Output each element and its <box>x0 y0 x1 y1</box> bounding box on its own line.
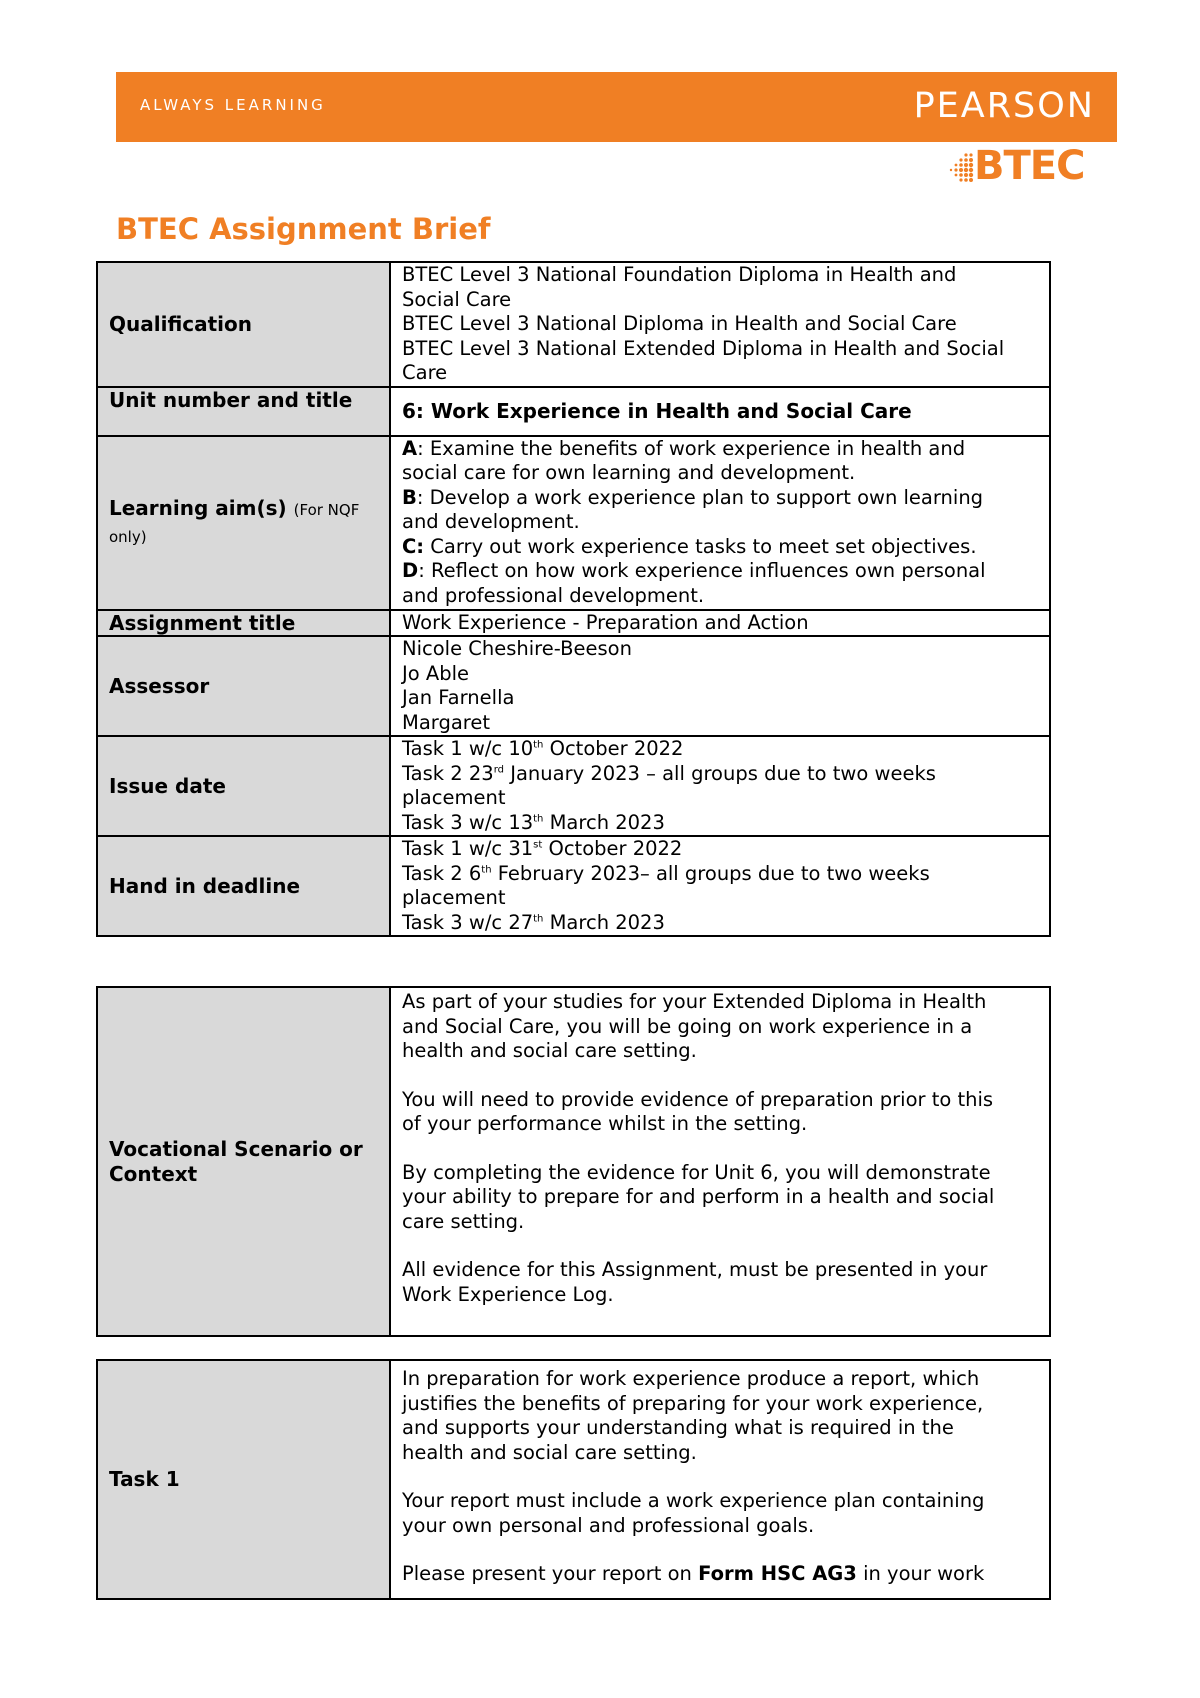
assessor-row <box>97 636 1050 736</box>
tagline: ALWAYS LEARNING <box>140 96 326 114</box>
task1-row <box>97 1360 1050 1599</box>
scenario-table <box>96 986 1051 1337</box>
issue-date-row <box>97 736 1050 836</box>
learning-aims-row <box>97 436 1050 610</box>
learning-aims-label: Learning aim(s) (For NQF only) <box>97 436 390 610</box>
assignment-title-row <box>97 610 1050 637</box>
assessor-value: Nicole Cheshire-Beeson Jo Able Jan Farnella Margaret <box>390 636 1050 736</box>
issue-date-label: Issue date <box>97 736 390 836</box>
assignment-title-value: Work Experience - Preparation and Action <box>390 610 1050 637</box>
btec-logo <box>946 143 1096 193</box>
pearson-logo: PEARSON <box>913 86 1095 126</box>
btec-dots-icon <box>946 152 974 184</box>
qualification-value: BTEC Level 3 National Foundation Diploma in Health and Social Care BTEC Level 3 National Diploma in Health and Social Care BTEC Level 3 National Extended Diploma in Health and Social Care <box>390 262 1050 387</box>
qualification-row <box>97 262 1050 387</box>
learning-aims-value: A: Examine the benefits of work experience in health and social care for own learning and development. B: Develop a work experience plan to support own learning and development. C: Carry out work experience tasks to meet set objectives. D: Reflect on how work experience influences own personal and professional development. <box>390 436 1050 610</box>
unit-value: 6: Work Experience in Health and Social Care <box>390 387 1050 436</box>
deadline-label: Hand in deadline <box>97 836 390 936</box>
deadline-value: Task 1 w/c 31st October 2022 Task 2 6th February 2023– all groups due to two weeks placement Task 3 w/c 27th March 2023 <box>390 836 1050 936</box>
aim-a: A: Examine the benefits of work experience in health and <box>402 436 966 460</box>
issue-date-value: Task 1 w/c 10th October 2022 Task 2 23rd January 2023 – all groups due to two weeks placement Task 3 w/c 13th March 2023 <box>390 736 1050 836</box>
task1-table <box>96 1359 1051 1600</box>
task1-value: In preparation for work experience produce a report, which justifies the benefits of preparing for your work experience, and supports your understanding what is required in the health and social care setting. Your report must include a work experience plan containing your own personal and professional goals. Please present your report on Form HSC AG3 in your work <box>390 1360 1050 1599</box>
qualification-label: Qualification <box>97 262 390 387</box>
header-banner <box>116 72 1117 142</box>
task1-label: Task 1 <box>97 1360 390 1599</box>
aim-b: B: Develop a work experience plan to support own learning <box>402 485 984 509</box>
aim-c: C: Carry out work experience tasks to meet set objectives. <box>402 534 977 558</box>
scenario-value: As part of your studies for your Extended Diploma in Health and Social Care, you will be going on work experience in a health and social care setting. You will need to provide evidence of preparation prior to this of your performance whilst in the setting. By completing the evidence for Unit 6, you will demonstrate your ability to prepare for and perform in a health and social care setting. All evidence for this Assignment, must be presented in your Work Experience Log. <box>390 987 1050 1336</box>
unit-row <box>97 387 1050 436</box>
document-title: BTEC Assignment Brief <box>116 212 491 246</box>
unit-label: Unit number and title <box>97 387 390 436</box>
deadline-row <box>97 836 1050 936</box>
btec-wordmark: BTEC <box>974 143 1085 189</box>
aim-d: D: Reflect on how work experience influences own personal <box>402 559 986 583</box>
details-table <box>96 261 1051 937</box>
scenario-label: Vocational Scenario or Context <box>97 987 390 1336</box>
assessor-label: Assessor <box>97 636 390 736</box>
assignment-title-label: Assignment title <box>97 610 390 637</box>
scenario-row <box>97 987 1050 1336</box>
